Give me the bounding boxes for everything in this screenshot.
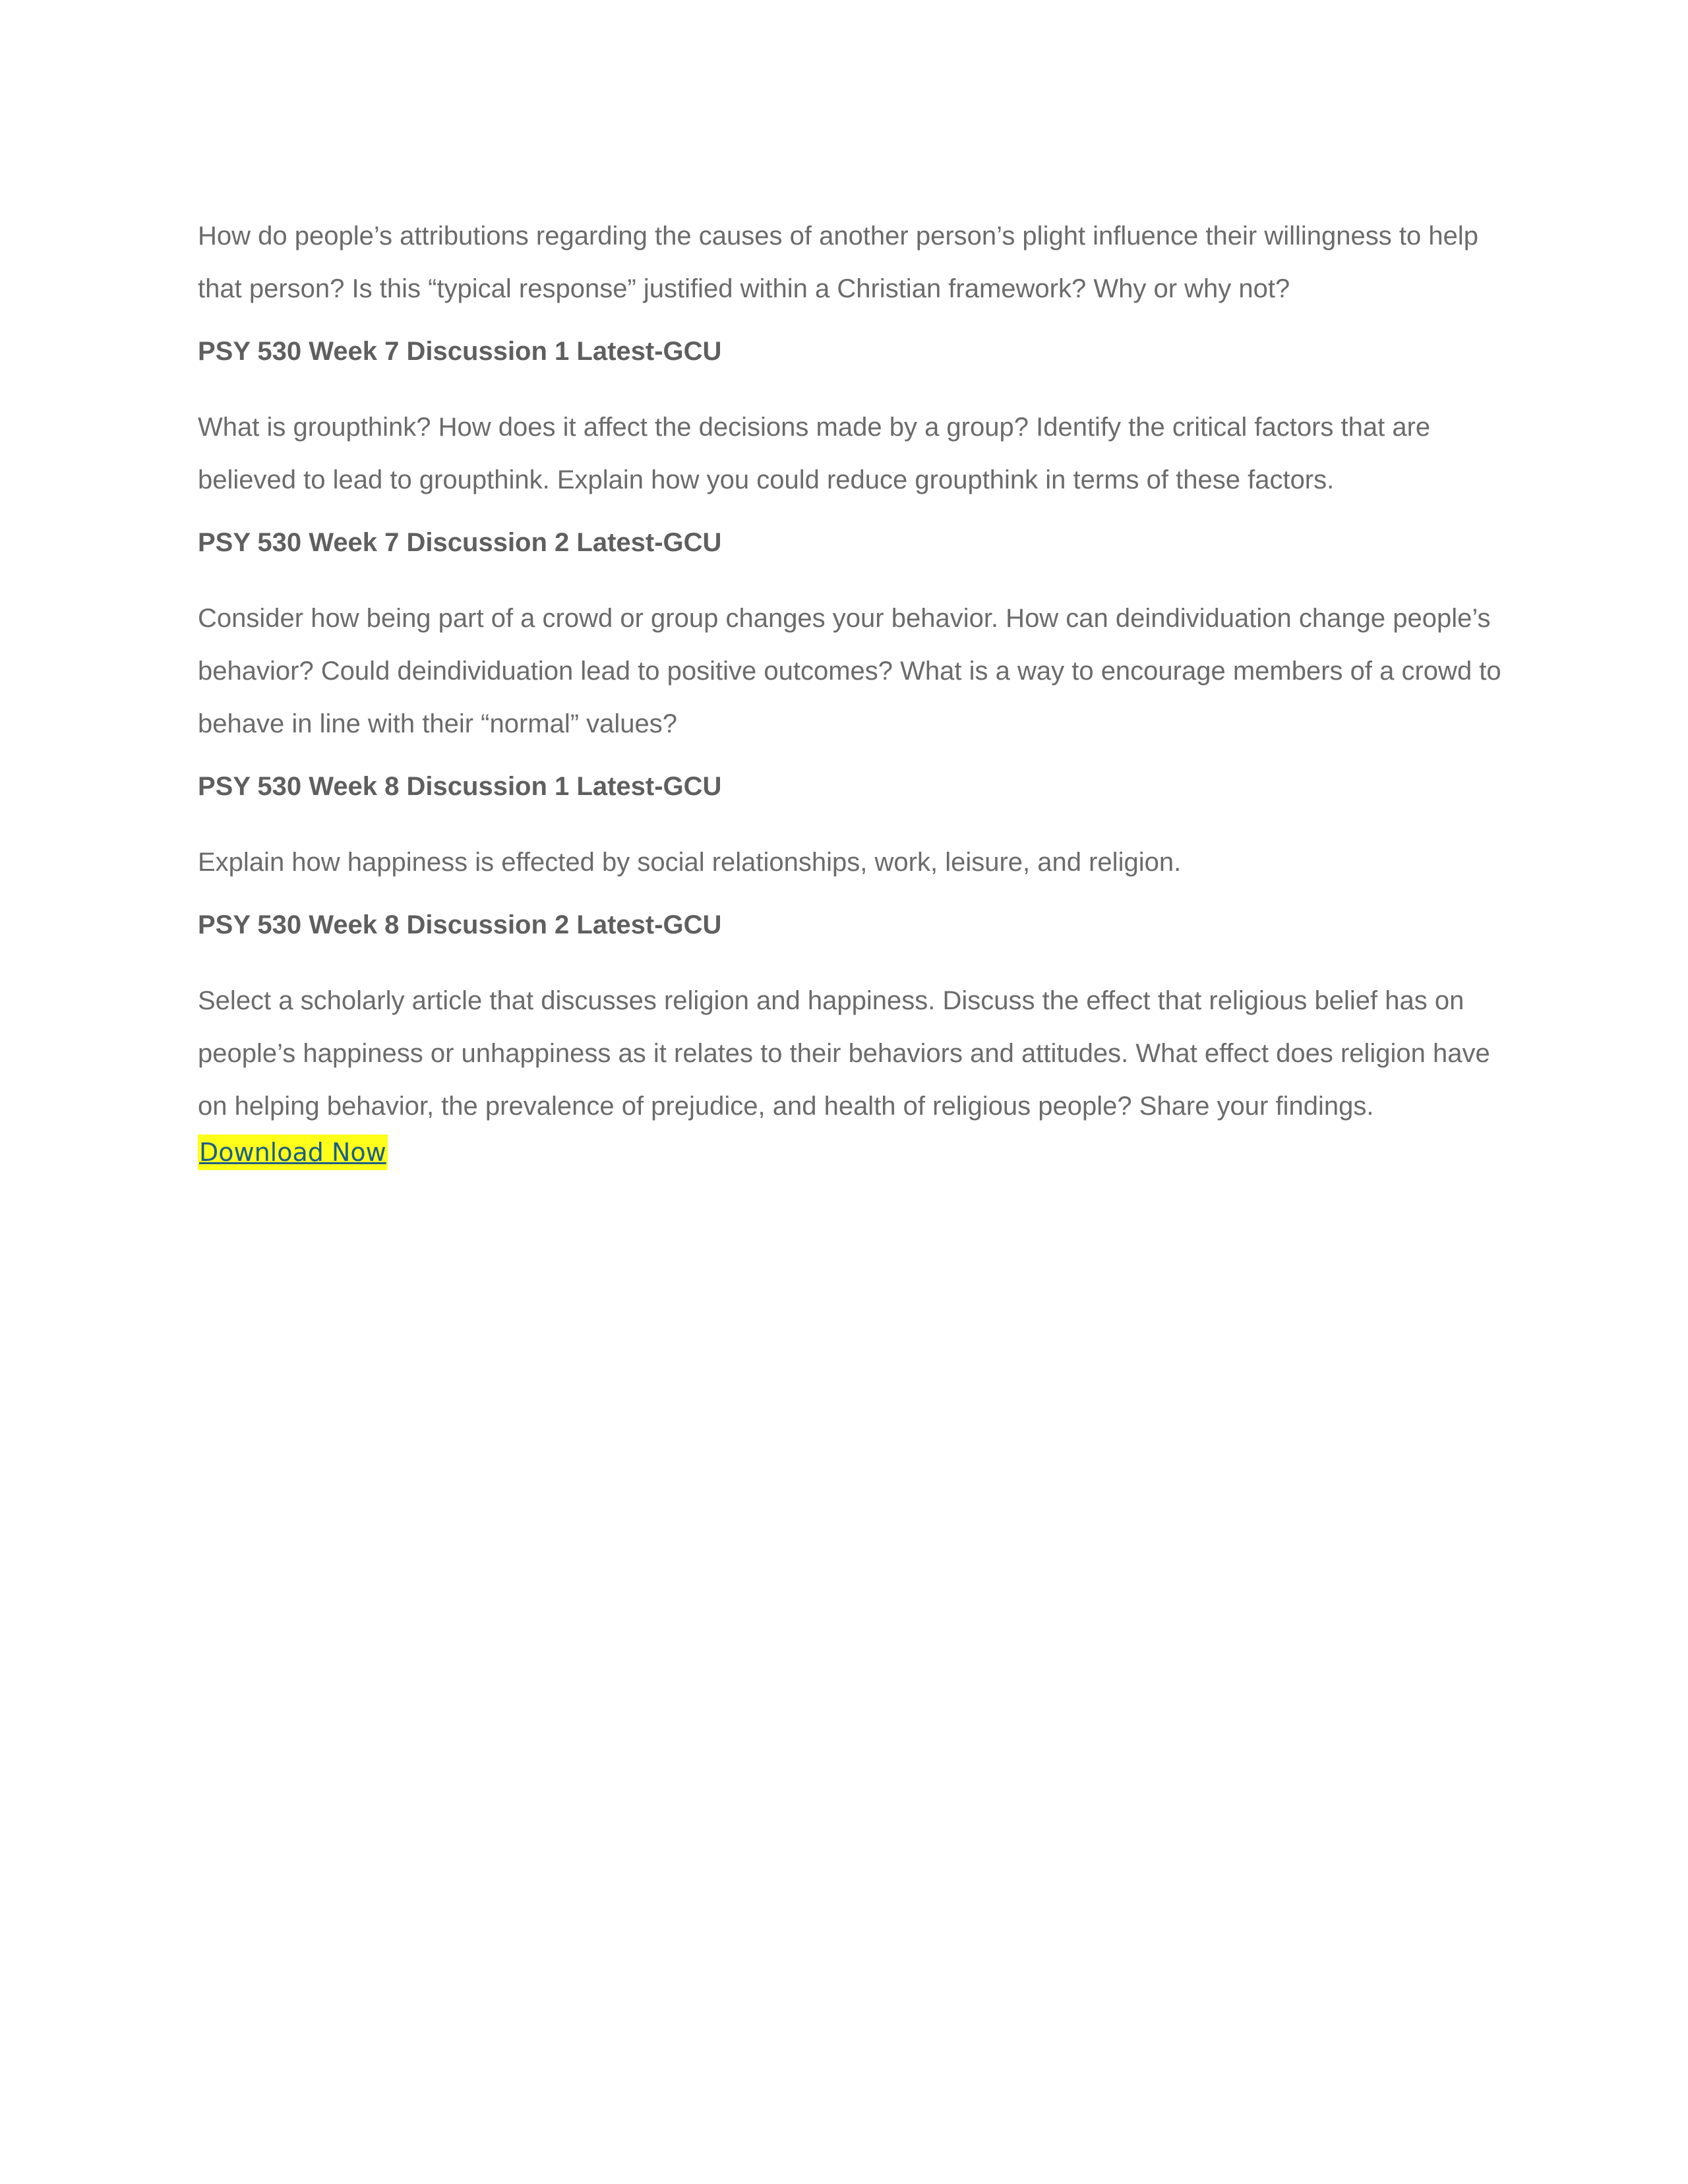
document-body [198, 210, 1503, 1170]
heading-week7-discussion2: PSY 530 Week 7 Discussion 2 Latest-GCU [198, 528, 722, 557]
week8-discussion1-paragraph: Explain how happiness is effected by social relationships, work, leisure, and religion. [198, 848, 1182, 877]
heading-week7-discussion1: PSY 530 Week 7 Discussion 1 Latest-GCU [198, 337, 722, 366]
week8-discussion2-paragraph: Select a scholarly article that discusses religion and happiness. Discuss the effect that religious belief has on people’s happiness or unhappiness as it relates to their behaviors and attitudes. What effect does religion have on helping behavior, the prevalence of prejudice, and health of religious people? Share your findings. [198, 986, 1490, 1121]
week7-discussion1-paragraph: What is groupthink? How does it affect the decisions made by a group? Identify the critical factors that are believed to lead to groupthink. Explain how you could reduce groupthink in terms of these factors. [198, 413, 1431, 494]
download-now-link[interactable]: Download Now [198, 1135, 388, 1170]
heading-week8-discussion1: PSY 530 Week 8 Discussion 1 Latest-GCU [198, 772, 722, 801]
intro-paragraph: How do people’s attributions regarding the causes of another person’s plight influence their willingness to help that person? Is this “typical response” justified within a Christian framework? Why or why not? [198, 221, 1478, 303]
heading-week8-discussion2: PSY 530 Week 8 Discussion 2 Latest-GCU [198, 910, 722, 939]
week7-discussion2-paragraph: Consider how being part of a crowd or group changes your behavior. How can deindividuation change people’s behavior? Could deindividuation lead to positive outcomes? What is a way to encourage members of a crowd to behave in line with their “normal” values? [198, 604, 1501, 738]
